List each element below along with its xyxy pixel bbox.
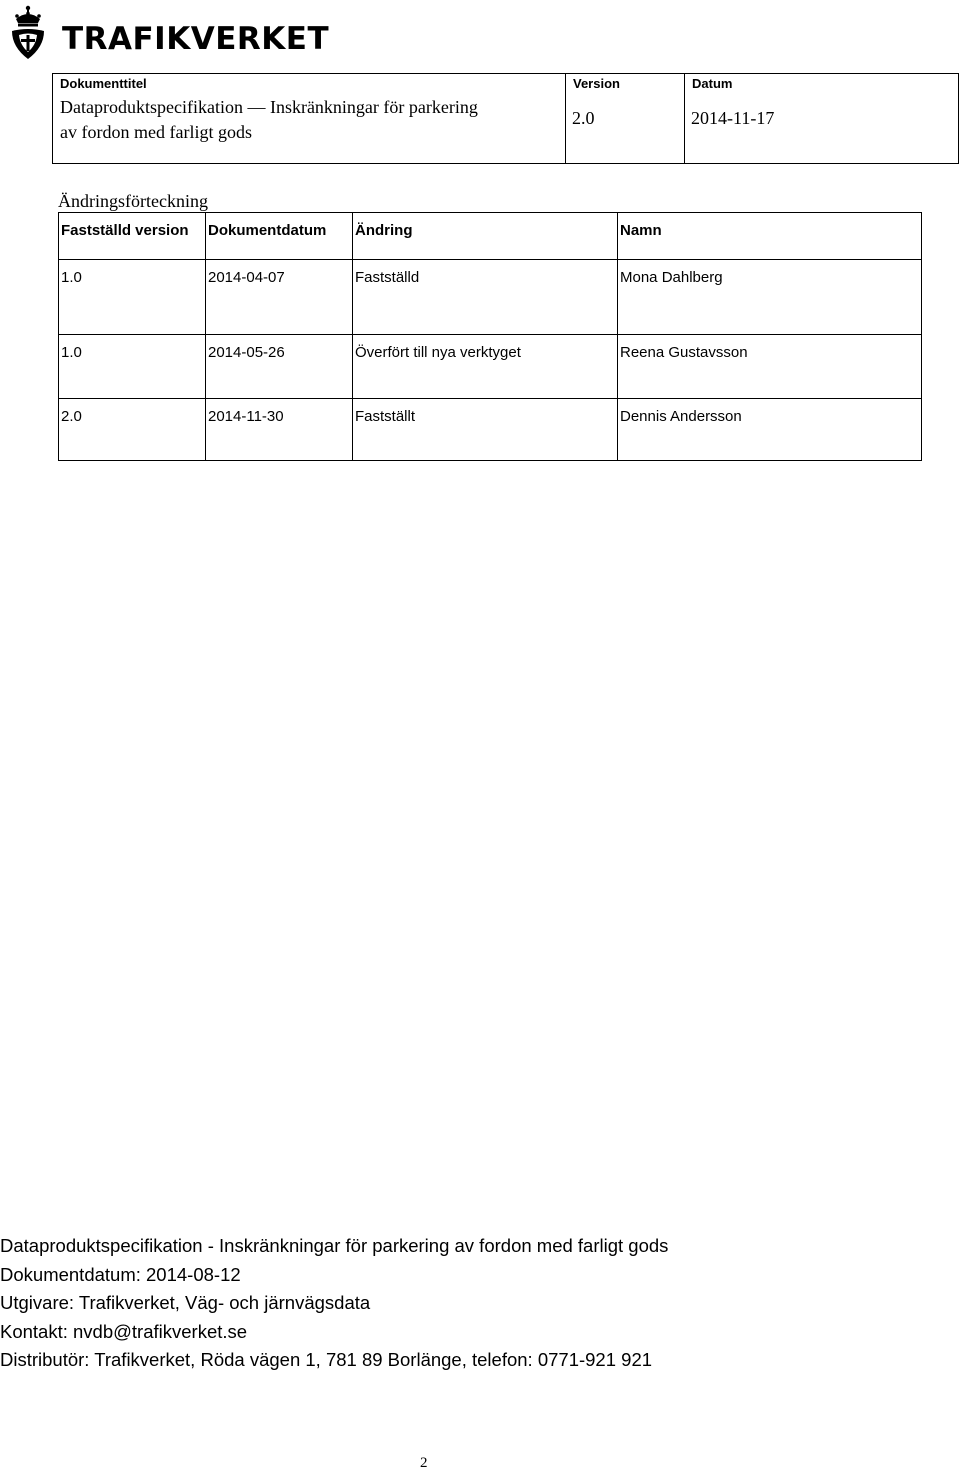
- changelog-table: [58, 212, 922, 461]
- footer-document-title: Dataproduktspecifikation - Inskränkningar för parkering av fordon med farligt gods: [0, 1235, 669, 1256]
- changelog-header-row: [59, 213, 922, 260]
- document-header-table: [52, 73, 959, 164]
- footer-document-date: Dokumentdatum: 2014-08-12: [0, 1263, 241, 1285]
- document-title-line-1: Dataproduktspecifikation — Inskränkningar för parkering: [60, 97, 478, 117]
- column-header-version: Fastställd version: [59, 213, 206, 260]
- cell-change: Fastställt: [353, 399, 618, 461]
- table-row: [59, 335, 922, 399]
- cell-name: Reena Gustavsson: [618, 335, 922, 399]
- date-cell: [685, 74, 959, 164]
- column-header-change: Ändring: [353, 213, 618, 260]
- column-header-document-date: Dokumentdatum: [206, 213, 353, 260]
- page-number: 2: [420, 1455, 428, 1471]
- date-value: 2014-11-17: [691, 108, 775, 128]
- column-header-name: Namn: [618, 213, 922, 260]
- cell-version: 1.0: [59, 260, 206, 335]
- cell-name: Mona Dahlberg: [618, 260, 922, 335]
- date-label: Datum: [692, 76, 733, 91]
- cell-document-date: 2014-04-07: [206, 260, 353, 335]
- table-row: [59, 260, 922, 335]
- document-title-line-2: av fordon med farligt gods: [60, 122, 252, 142]
- document-title-cell: [53, 74, 566, 164]
- publication-info: [0, 1232, 668, 1375]
- version-value: 2.0: [572, 108, 595, 128]
- changelog-title: Ändringsförteckning: [58, 191, 208, 211]
- cell-change: Överfört till nya verktyget: [353, 335, 618, 399]
- document-title-label: Dokumenttitel: [60, 76, 147, 91]
- trafikverket-logo: [8, 4, 329, 62]
- cell-version: 2.0: [59, 399, 206, 461]
- cell-change: Fastställd: [353, 260, 618, 335]
- crown-emblem-icon: [8, 5, 48, 61]
- footer-publisher: Utgivare: Trafikverket, Väg- och järnvägsdata: [0, 1292, 371, 1314]
- footer-distributor: Distributör: Trafikverket, Röda vägen 1, 781 89 Borlänge, telefon: 0771-921 921: [0, 1349, 653, 1371]
- cell-name: Dennis Andersson: [618, 399, 922, 461]
- footer-contact: Kontakt: nvdb@trafikverket.se: [0, 1320, 248, 1342]
- version-cell: [566, 74, 685, 164]
- version-label: Version: [573, 76, 620, 91]
- table-row: [59, 399, 922, 461]
- cell-document-date: 2014-11-30: [206, 399, 353, 461]
- cell-version: 1.0: [59, 335, 206, 399]
- cell-document-date: 2014-05-26: [206, 335, 353, 399]
- logo-wordmark: TRAFIKVERKET: [62, 20, 330, 57]
